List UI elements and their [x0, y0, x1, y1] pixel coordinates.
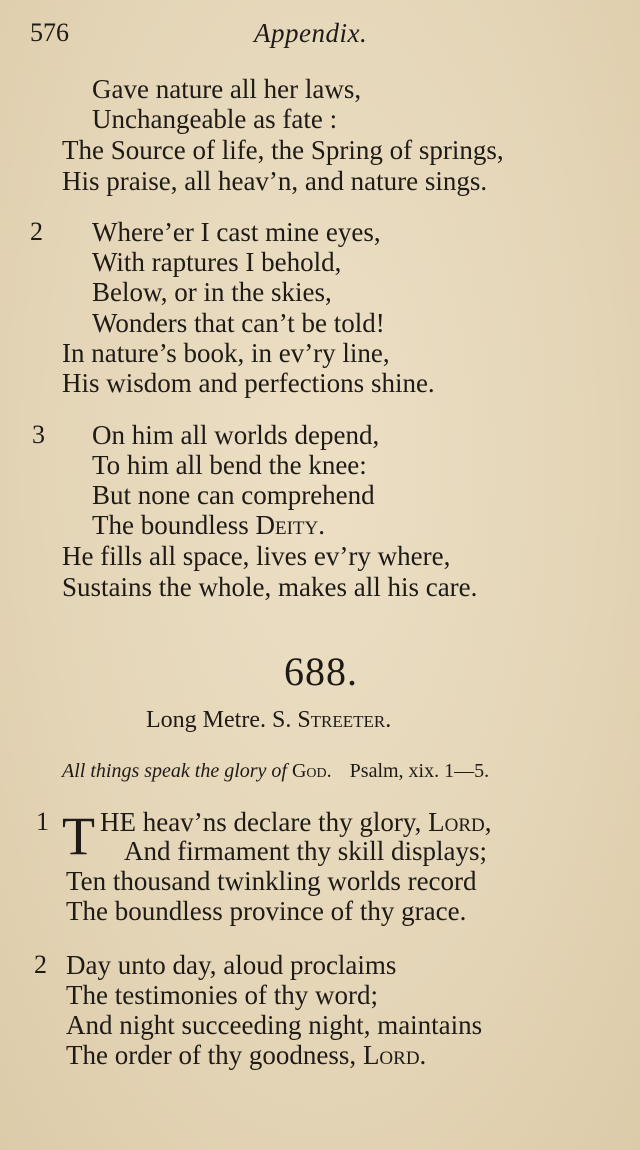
verse-line: Sustains the whole, makes all his care.: [62, 572, 478, 602]
verse-line: To him all bend the knee:: [92, 450, 367, 480]
verse-number: 3: [32, 420, 45, 449]
verse-number: 1: [36, 807, 49, 836]
verse-line: His praise, all heav’n, and nature sings.: [62, 166, 488, 196]
hymn-meter-author: Long Metre. S. Streeter.: [146, 707, 392, 733]
verse-line: Wonders that can’t be told!: [92, 308, 385, 338]
verse-line: But none can comprehend: [92, 480, 375, 510]
drop-cap: T: [62, 806, 95, 866]
hymn-subject: All things speak the glory of God. Psalm, xix. 1—5.: [62, 760, 490, 782]
verse-line: Unchangeable as fate :: [92, 104, 338, 134]
verse-number: 2: [34, 950, 47, 979]
verse-line: Ten thousand twinkling worlds record: [66, 866, 477, 896]
verse-line: With raptures I behold,: [92, 247, 342, 277]
verse-line: Gave nature all her laws,: [92, 74, 362, 104]
verse-line: The boundless province of thy grace.: [66, 896, 467, 926]
verse-line: The Source of life, the Spring of springs,: [62, 135, 504, 165]
hymn-number: 688.: [284, 649, 358, 694]
page-header: [30, 18, 610, 52]
verse-line: He fills all space, lives ev’ry where,: [62, 541, 451, 571]
verse-line: HE heav’ns declare thy glory, Lord,: [100, 807, 492, 837]
verse-line: And firmament thy skill displays;: [124, 836, 487, 866]
running-title: Appendix.: [254, 18, 368, 48]
verse-line: The boundless Deity.: [92, 510, 325, 540]
verse-line: Where’er I cast mine eyes,: [92, 217, 381, 247]
page-number: 576: [30, 18, 69, 47]
verse-line: And night succeeding night, maintains: [66, 1010, 483, 1040]
verse-line: His wisdom and perfections shine.: [62, 368, 435, 398]
verse-line: In nature’s book, in ev’ry line,: [62, 338, 390, 368]
verse-line: Below, or in the skies,: [92, 277, 332, 307]
verse-line: The order of thy goodness, Lord.: [66, 1040, 427, 1070]
deity-word: Deity.: [255, 510, 325, 540]
verse-line: The testimonies of thy word;: [66, 980, 378, 1010]
verse-line: Day unto day, aloud proclaims: [66, 950, 397, 980]
verse-number: 2: [30, 217, 43, 246]
scripture-reference: Psalm, xix. 1—5.: [349, 760, 490, 782]
author-name: Streeter.: [297, 707, 392, 733]
verse-line: On him all worlds depend,: [92, 420, 380, 450]
